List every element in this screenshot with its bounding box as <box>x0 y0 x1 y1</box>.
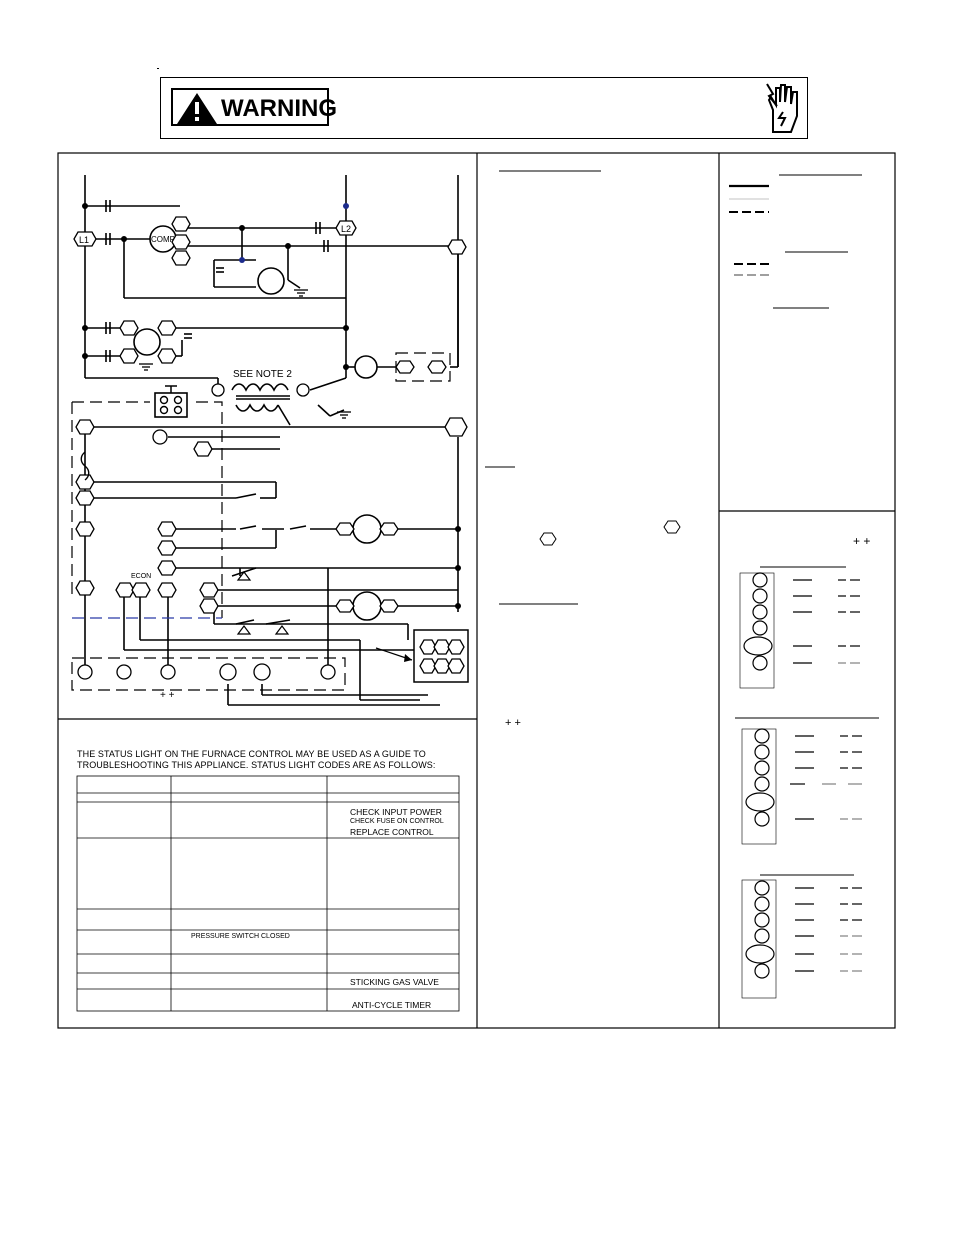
notes-plus-marks: + + <box>505 717 521 729</box>
warning-label: WARNING <box>221 95 337 122</box>
schematic-plus-marks: + + <box>160 690 175 701</box>
econ-label: ECON <box>131 573 152 580</box>
svg-text:+ +: + + <box>853 534 871 548</box>
see-note-label: SEE NOTE 2 <box>233 369 292 380</box>
remedy-check-fuse: CHECK FUSE ON CONTROL <box>350 818 444 825</box>
remedy-anti-cycle-timer: ANTI-CYCLE TIMER <box>352 1000 432 1010</box>
remedy-sticking-gas-valve: STICKING GAS VALVE <box>350 977 439 987</box>
remedy-check-input-power: CHECK INPUT POWER <box>350 807 442 817</box>
remedy-replace-control: REPLACE CONTROL <box>350 827 434 837</box>
l2-label: L2 <box>341 224 352 234</box>
comp-label: COMP <box>151 235 175 244</box>
condition-pressure-switch: PRESSURE SWITCH CLOSED <box>191 933 290 940</box>
l1-label: L1 <box>79 235 90 245</box>
status-light-intro: THE STATUS LIGHT ON THE FURNACE CONTROL MAY BE USED AS A GUIDE TO TROUBLESHOOTING THIS APPLIANCE. STATUS LIGHT CODES ARE AS FOLLOWS: <box>77 749 436 770</box>
